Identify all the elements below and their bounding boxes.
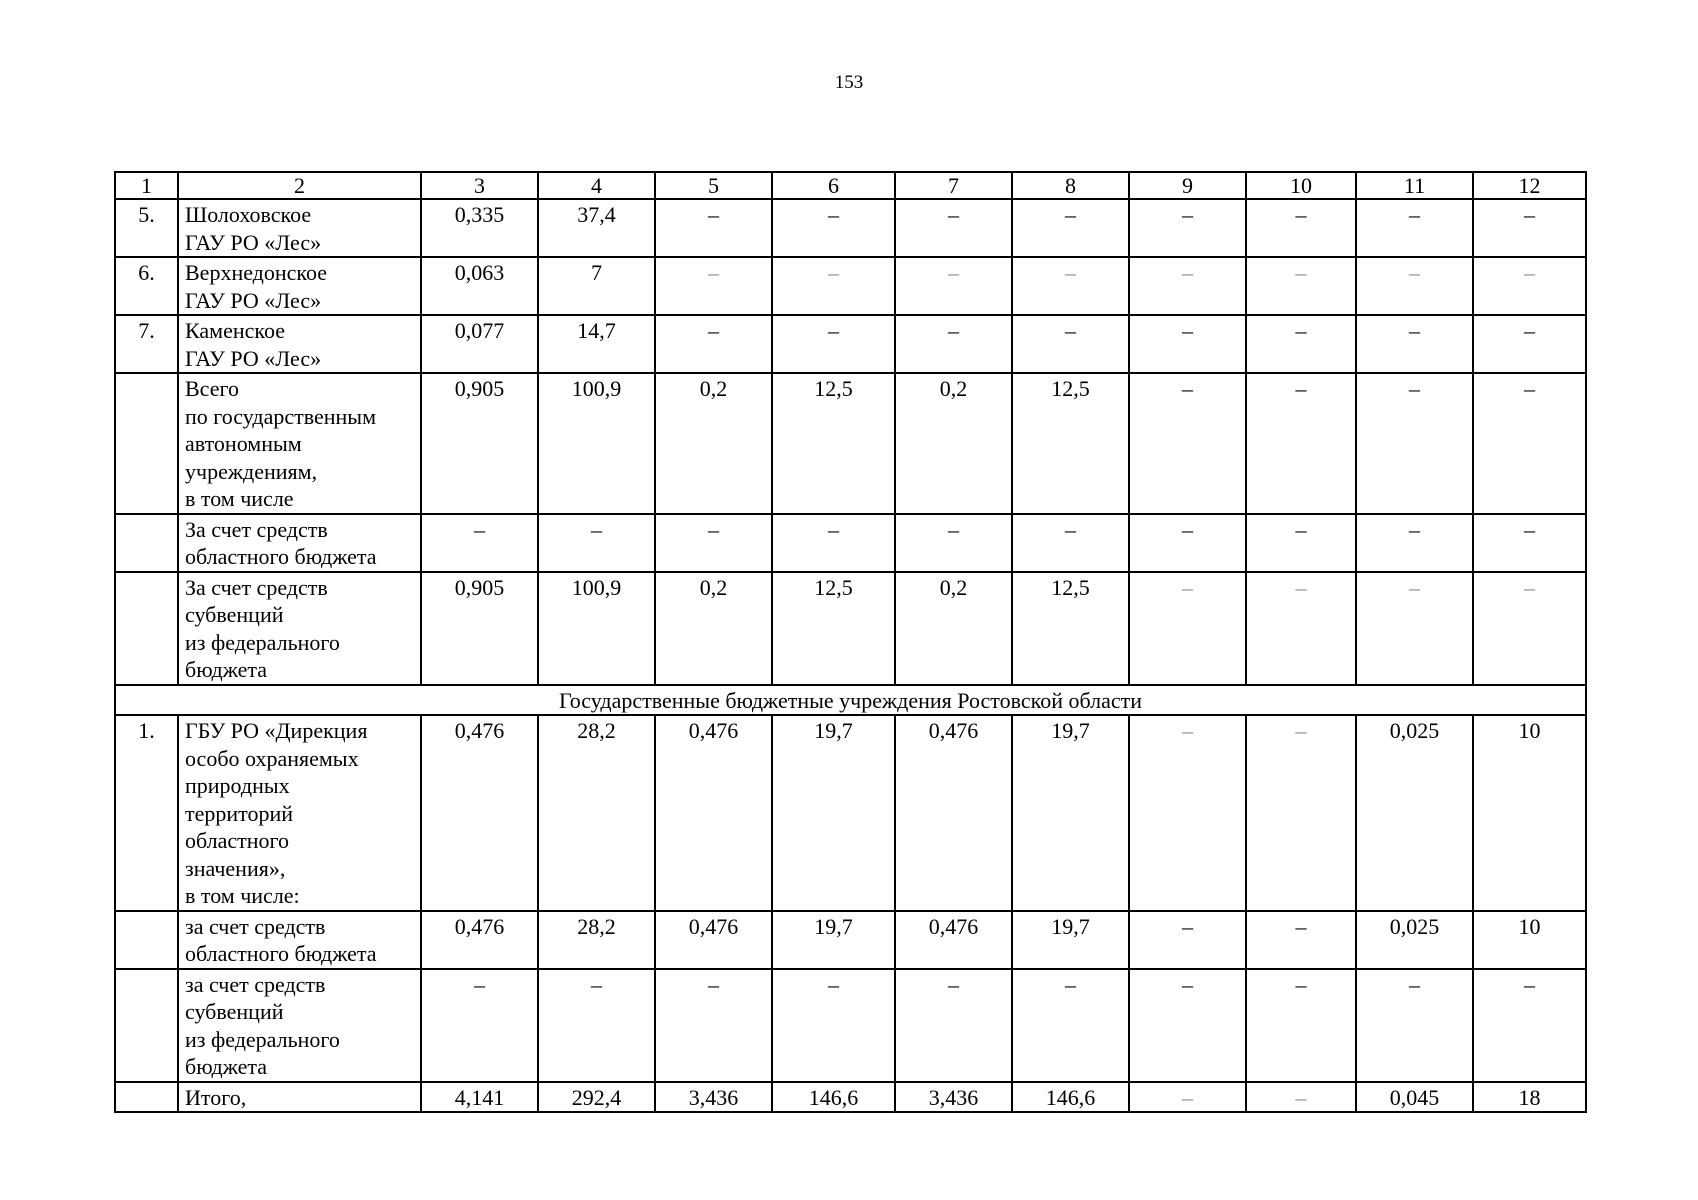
- value-cell: –: [1129, 969, 1246, 1082]
- table-row: [115, 715, 1586, 911]
- row-name-line: в том числе:: [185, 883, 300, 908]
- row-number: [115, 373, 178, 514]
- row-name-line: Итого,: [185, 1084, 247, 1110]
- value-cell: 0,2: [655, 373, 772, 514]
- value-cell: 0,905: [421, 373, 538, 514]
- row-name-line: За счет средств: [185, 516, 328, 542]
- table-row: [115, 373, 1586, 514]
- row-name: [178, 373, 421, 514]
- value-cell: –: [655, 199, 772, 257]
- row-name-line: областного: [185, 828, 290, 853]
- value-cell: –: [538, 969, 655, 1082]
- value-cell: –: [895, 514, 1012, 572]
- page-number: 153: [834, 72, 864, 93]
- section-row: [115, 685, 1586, 716]
- table-row: [115, 911, 1586, 969]
- row-name-line: субвенций: [185, 999, 284, 1024]
- value-cell: 0,476: [655, 911, 772, 969]
- value-cell: –: [655, 257, 772, 315]
- row-name-line: За счет средств: [185, 574, 328, 600]
- value-cell: –: [1473, 257, 1586, 315]
- value-cell: 18: [1473, 1082, 1586, 1113]
- value-cell: 0,2: [655, 572, 772, 685]
- row-name: [178, 514, 421, 572]
- header-cell: 11: [1356, 172, 1473, 199]
- value-cell: –: [1129, 572, 1246, 685]
- value-cell: –: [1012, 315, 1129, 373]
- value-cell: 28,2: [538, 911, 655, 969]
- value-cell: –: [772, 969, 895, 1082]
- value-cell: 19,7: [1012, 715, 1129, 911]
- value-cell: –: [1473, 315, 1586, 373]
- row-number: 5.: [115, 199, 178, 257]
- value-cell: –: [1012, 199, 1129, 257]
- value-cell: –: [1129, 373, 1246, 514]
- row-name-line: областного бюджета: [185, 941, 377, 966]
- value-cell: 0,2: [895, 373, 1012, 514]
- value-cell: –: [421, 969, 538, 1082]
- value-cell: 14,7: [538, 315, 655, 373]
- value-cell: –: [772, 257, 895, 315]
- header-cell: 5: [655, 172, 772, 199]
- row-name: [178, 199, 421, 257]
- value-cell: 0,045: [1356, 1082, 1473, 1113]
- row-name-line: особо охраняемых: [185, 745, 359, 771]
- row-name-line: ГАУ РО «Лес»: [185, 345, 322, 371]
- value-cell: –: [1246, 969, 1356, 1082]
- row-name-line: из федерального: [185, 1026, 340, 1052]
- row-name-line: бюджета: [185, 657, 268, 682]
- row-name-line: субвенций: [185, 602, 284, 627]
- data-table: [114, 171, 1587, 1113]
- value-cell: –: [1246, 715, 1356, 911]
- table-row: [115, 315, 1586, 373]
- row-number: [115, 911, 178, 969]
- value-cell: 10: [1473, 715, 1586, 911]
- value-cell: –: [1356, 315, 1473, 373]
- value-cell: 100,9: [538, 373, 655, 514]
- table-row: [115, 969, 1586, 1082]
- row-name: [178, 1082, 421, 1113]
- row-name: [178, 715, 421, 911]
- row-name-line: территорий: [185, 800, 294, 826]
- row-number: 6.: [115, 257, 178, 315]
- row-number: [115, 969, 178, 1082]
- row-name-line: Шолоховское: [185, 202, 312, 227]
- header-cell: 7: [895, 172, 1012, 199]
- header-cell: 8: [1012, 172, 1129, 199]
- header-cell: 6: [772, 172, 895, 199]
- value-cell: –: [655, 514, 772, 572]
- value-cell: 19,7: [772, 911, 895, 969]
- value-cell: –: [1473, 572, 1586, 685]
- row-name: [178, 911, 421, 969]
- value-cell: 0,476: [655, 715, 772, 911]
- row-name-line: Каменское: [185, 318, 285, 343]
- value-cell: 7: [538, 257, 655, 315]
- value-cell: 19,7: [772, 715, 895, 911]
- value-cell: –: [1129, 1082, 1246, 1113]
- header-cell: 1: [115, 172, 178, 199]
- value-cell: –: [1246, 1082, 1356, 1113]
- row-number: [115, 1082, 178, 1113]
- header-cell: 12: [1473, 172, 1586, 199]
- value-cell: –: [895, 199, 1012, 257]
- row-name-line: за счет средств: [185, 971, 326, 997]
- row-name: [178, 257, 421, 315]
- value-cell: 0,077: [421, 315, 538, 373]
- value-cell: –: [1129, 315, 1246, 373]
- row-name-line: природных: [185, 773, 290, 798]
- value-cell: 0,905: [421, 572, 538, 685]
- value-cell: –: [1129, 715, 1246, 911]
- table-row: [115, 199, 1586, 257]
- value-cell: 12,5: [772, 373, 895, 514]
- value-cell: –: [1012, 969, 1129, 1082]
- row-name: [178, 969, 421, 1082]
- row-name-line: учреждениям,: [185, 458, 318, 484]
- value-cell: –: [1356, 969, 1473, 1082]
- value-cell: –: [772, 514, 895, 572]
- value-cell: –: [895, 257, 1012, 315]
- row-name-line: Верхнедонское: [185, 260, 328, 285]
- table-row: [115, 514, 1586, 572]
- row-name-line: бюджета: [185, 1054, 268, 1079]
- value-cell: –: [655, 969, 772, 1082]
- value-cell: 0,476: [895, 715, 1012, 911]
- row-name-line: в том числе: [185, 486, 294, 511]
- row-name-line: ГБУ РО «Дирекция: [185, 718, 368, 743]
- value-cell: 0,476: [421, 911, 538, 969]
- value-cell: 100,9: [538, 572, 655, 685]
- value-cell: 0,063: [421, 257, 538, 315]
- value-cell: –: [772, 199, 895, 257]
- row-number: 7.: [115, 315, 178, 373]
- value-cell: 0,335: [421, 199, 538, 257]
- row-name-line: автономным: [185, 431, 302, 456]
- value-cell: 3,436: [895, 1082, 1012, 1113]
- value-cell: 0,476: [895, 911, 1012, 969]
- row-name-line: Всего: [185, 376, 239, 401]
- value-cell: 12,5: [1012, 572, 1129, 685]
- value-cell: –: [1356, 257, 1473, 315]
- row-name-line: областного бюджета: [185, 544, 377, 569]
- row-name-line: ГАУ РО «Лес»: [185, 287, 322, 313]
- value-cell: 0,476: [421, 715, 538, 911]
- value-cell: –: [1246, 572, 1356, 685]
- row-number: [115, 514, 178, 572]
- value-cell: 12,5: [772, 572, 895, 685]
- value-cell: –: [1356, 572, 1473, 685]
- header-cell: 4: [538, 172, 655, 199]
- value-cell: –: [655, 315, 772, 373]
- value-cell: –: [1129, 911, 1246, 969]
- value-cell: –: [1356, 373, 1473, 514]
- value-cell: –: [1246, 315, 1356, 373]
- value-cell: –: [1246, 911, 1356, 969]
- value-cell: –: [772, 315, 895, 373]
- row-number: [115, 572, 178, 685]
- value-cell: 146,6: [772, 1082, 895, 1113]
- value-cell: –: [1246, 257, 1356, 315]
- value-cell: –: [1356, 514, 1473, 572]
- value-cell: –: [1356, 199, 1473, 257]
- value-cell: –: [1246, 373, 1356, 514]
- section-title: Государственные бюджетные учреждения Ростовской области: [115, 685, 1586, 716]
- row-name-line: ГАУ РО «Лес»: [185, 229, 322, 255]
- value-cell: –: [1473, 373, 1586, 514]
- value-cell: 0,2: [895, 572, 1012, 685]
- header-cell: 9: [1129, 172, 1246, 199]
- header-cell: 10: [1246, 172, 1356, 199]
- value-cell: 4,141: [421, 1082, 538, 1113]
- value-cell: –: [1246, 514, 1356, 572]
- value-cell: –: [538, 514, 655, 572]
- row-number: 1.: [115, 715, 178, 911]
- value-cell: –: [895, 315, 1012, 373]
- value-cell: –: [421, 514, 538, 572]
- value-cell: –: [1129, 199, 1246, 257]
- row-name-line: за счет средств: [185, 913, 326, 939]
- row-name-line: значения»,: [185, 855, 286, 881]
- value-cell: –: [1012, 257, 1129, 315]
- value-cell: –: [895, 969, 1012, 1082]
- value-cell: –: [1473, 969, 1586, 1082]
- value-cell: 3,436: [655, 1082, 772, 1113]
- value-cell: –: [1129, 257, 1246, 315]
- value-cell: 292,4: [538, 1082, 655, 1113]
- row-name-line: из федерального: [185, 629, 340, 655]
- value-cell: –: [1129, 514, 1246, 572]
- value-cell: 10: [1473, 911, 1586, 969]
- value-cell: –: [1012, 514, 1129, 572]
- value-cell: –: [1473, 514, 1586, 572]
- table-row: [115, 257, 1586, 315]
- row-name: [178, 315, 421, 373]
- table-row: [115, 572, 1586, 685]
- value-cell: 28,2: [538, 715, 655, 911]
- table-row: [115, 1082, 1586, 1113]
- header-row: [115, 172, 1586, 199]
- value-cell: 19,7: [1012, 911, 1129, 969]
- value-cell: 0,025: [1356, 715, 1473, 911]
- row-name: [178, 572, 421, 685]
- header-cell: 2: [178, 172, 421, 199]
- value-cell: –: [1246, 199, 1356, 257]
- value-cell: 146,6: [1012, 1082, 1129, 1113]
- value-cell: 12,5: [1012, 373, 1129, 514]
- value-cell: 0,025: [1356, 911, 1473, 969]
- header-cell: 3: [421, 172, 538, 199]
- value-cell: –: [1473, 199, 1586, 257]
- value-cell: 37,4: [538, 199, 655, 257]
- row-name-line: по государственным: [185, 403, 376, 429]
